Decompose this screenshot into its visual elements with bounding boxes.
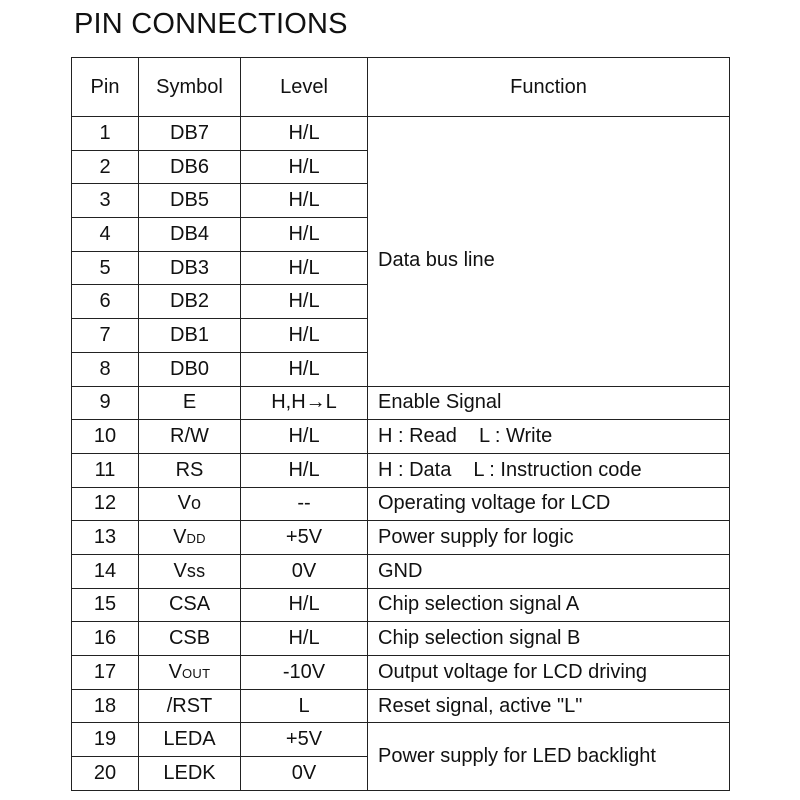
symbol-main: V	[168, 660, 182, 683]
symbol-main: V	[173, 526, 187, 549]
level-cell: H/L	[241, 218, 368, 252]
symbol-cell: DB6	[139, 150, 241, 184]
level-cell: H/L	[241, 319, 368, 353]
level-cell: H/L	[241, 251, 368, 285]
symbol-cell: E	[139, 386, 241, 420]
table-row	[72, 689, 730, 723]
symbol-subscript: ss	[186, 560, 206, 581]
function-cell-data-bus	[368, 117, 730, 387]
symbol-cell: R/W	[139, 420, 241, 454]
symbol-cell: DB0	[139, 352, 241, 386]
pin-cell: 11	[72, 453, 139, 487]
pin-cell: 18	[72, 689, 139, 723]
symbol-cell: DB1	[139, 319, 241, 353]
table-row	[72, 386, 730, 420]
header-level: Level	[241, 58, 368, 117]
function-text-b: L : Instruction code	[473, 458, 642, 481]
symbol-cell	[139, 521, 241, 555]
symbol-cell: DB2	[139, 285, 241, 319]
function-text: Data bus line	[378, 249, 495, 271]
level-cell: +5V	[241, 521, 368, 555]
function-cell: Output voltage for LCD driving	[368, 656, 730, 690]
function-cell: GND	[368, 554, 730, 588]
pin-cell: 6	[72, 285, 139, 319]
table-header-row	[72, 58, 730, 117]
symbol-cell: DB3	[139, 251, 241, 285]
table-row	[72, 723, 730, 757]
table-row	[72, 487, 730, 521]
level-cell: H/L	[241, 352, 368, 386]
pin-cell: 19	[72, 723, 139, 757]
pin-cell: 13	[72, 521, 139, 555]
pin-cell: 4	[72, 218, 139, 252]
symbol-subscript: OUT	[182, 665, 211, 681]
function-cell: Reset signal, active "L"	[368, 689, 730, 723]
symbol-cell	[139, 554, 241, 588]
function-cell	[368, 420, 730, 454]
level-cell: H/L	[241, 184, 368, 218]
table-row	[72, 117, 730, 151]
pin-cell: 5	[72, 251, 139, 285]
pin-cell: 15	[72, 588, 139, 622]
level-cell: H/L	[241, 588, 368, 622]
level-cell: L	[241, 689, 368, 723]
pin-cell: 8	[72, 352, 139, 386]
pin-cell: 12	[72, 487, 139, 521]
symbol-subscript: DD	[186, 531, 206, 547]
symbol-cell: DB5	[139, 184, 241, 218]
level-cell: --	[241, 487, 368, 521]
symbol-main: V	[177, 492, 192, 515]
header-symbol: Symbol	[139, 58, 241, 117]
function-text-a: H : Read	[378, 425, 457, 448]
function-text-a: H : Data	[378, 458, 452, 481]
level-cell: -10V	[241, 656, 368, 690]
pin-connections-table	[71, 57, 730, 791]
pin-cell: 7	[72, 319, 139, 353]
symbol-cell: CSB	[139, 622, 241, 656]
function-text-b: L : Write	[478, 425, 553, 448]
pin-cell: 16	[72, 622, 139, 656]
pin-cell: 10	[72, 420, 139, 454]
function-cell: Chip selection signal A	[368, 588, 730, 622]
pin-cell: 17	[72, 656, 139, 690]
level-cell: +5V	[241, 723, 368, 757]
header-function: Function	[368, 58, 730, 117]
level-cell: H/L	[241, 453, 368, 487]
level-cell: H/L	[241, 622, 368, 656]
symbol-cell: DB7	[139, 117, 241, 151]
level-cell: 0V	[241, 757, 368, 791]
table-row	[72, 521, 730, 555]
table-row	[72, 656, 730, 690]
level-cell: H/L	[241, 285, 368, 319]
symbol-cell: CSA	[139, 588, 241, 622]
function-cell-led-backlight: Power supply for LED backlight	[368, 723, 730, 791]
pin-cell: 20	[72, 757, 139, 791]
symbol-cell	[139, 656, 241, 690]
page-title: PIN CONNECTIONS	[74, 8, 348, 40]
symbol-cell	[139, 487, 241, 521]
symbol-cell: LEDK	[139, 757, 241, 791]
pin-cell: 2	[72, 150, 139, 184]
table-row	[72, 554, 730, 588]
table-row	[72, 453, 730, 487]
pin-cell: 1	[72, 117, 139, 151]
table-row	[72, 622, 730, 656]
table-row	[72, 588, 730, 622]
symbol-cell: RS	[139, 453, 241, 487]
symbol-cell: LEDA	[139, 723, 241, 757]
symbol-subscript: o	[191, 493, 202, 514]
level-cell: H/L	[241, 420, 368, 454]
symbol-cell: DB4	[139, 218, 241, 252]
level-cell: H,H→L	[241, 386, 368, 420]
function-cell: Power supply for logic	[368, 521, 730, 555]
pin-cell: 14	[72, 554, 139, 588]
function-cell: Operating voltage for LCD	[368, 487, 730, 521]
level-cell: H/L	[241, 117, 368, 151]
level-cell: 0V	[241, 554, 368, 588]
function-cell	[368, 453, 730, 487]
pin-cell: 9	[72, 386, 139, 420]
function-cell: Chip selection signal B	[368, 622, 730, 656]
header-pin: Pin	[72, 58, 139, 117]
function-cell: Enable Signal	[368, 386, 730, 420]
symbol-main: V	[173, 559, 187, 582]
level-cell: H/L	[241, 150, 368, 184]
symbol-cell: /RST	[139, 689, 241, 723]
pin-cell: 3	[72, 184, 139, 218]
table-row	[72, 420, 730, 454]
